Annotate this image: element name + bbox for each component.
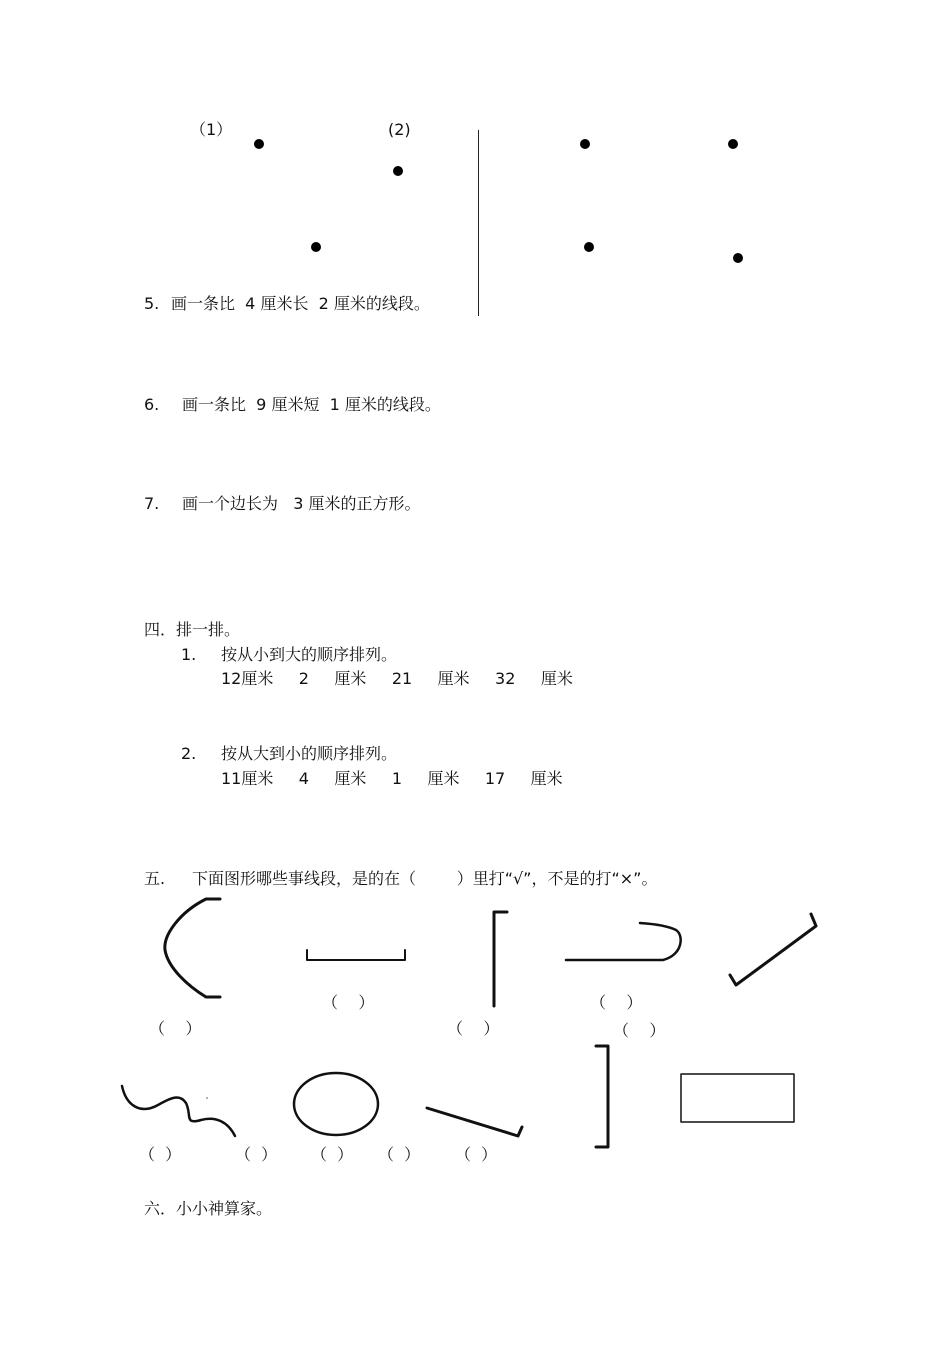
stray-mark [206, 1097, 208, 1099]
label-2: (2) [388, 120, 411, 139]
answer-bracket[interactable]: （ ） [235, 1145, 278, 1164]
q7-number: 7. [144, 494, 160, 513]
section-6-heading: 六．小小神算家。 [144, 1199, 273, 1218]
hook-shape [566, 923, 681, 960]
slanted-segment-shape [427, 1108, 522, 1136]
l-shape [494, 912, 507, 1006]
s4-q2-values: 11厘米 4 厘米 1 厘米 17 厘米 [221, 769, 563, 788]
q5-number: 5. [144, 294, 160, 313]
s4-q2-number: 2. [181, 744, 197, 763]
bracket-segment-shape [307, 950, 405, 960]
answer-bracket[interactable]: （ ） [149, 1019, 202, 1038]
s4-q2-text: 按从大到小的顺序排列。 [221, 744, 398, 763]
ellipse-shape [294, 1073, 378, 1135]
answer-bracket[interactable]: （ ） [311, 1145, 354, 1164]
arc-shape [165, 899, 220, 997]
answer-bracket[interactable]: （ ） [590, 993, 643, 1012]
section-4-heading: 四．排一排。 [144, 620, 241, 639]
angled-line-shape [730, 914, 816, 985]
q7-text: 画一个边长为 3 厘米的正方形。 [182, 494, 421, 513]
s4-q1-number: 1. [181, 645, 197, 664]
s4-q1-text: 按从小到大的顺序排列。 [221, 645, 398, 664]
label-1: （1） [190, 120, 233, 139]
answer-bracket[interactable]: （ ） [613, 1021, 666, 1040]
answer-bracket[interactable]: （ ） [139, 1145, 182, 1164]
section-5-number: 五. [144, 869, 166, 888]
q6-text: 画一条比 9 厘米短 1 厘米的线段。 [182, 395, 441, 414]
s4-q1-values: 12厘米 2 厘米 21 厘米 32 厘米 [221, 669, 573, 688]
q5-text: 画一条比 4 厘米长 2 厘米的线段。 [171, 294, 430, 313]
section-5-text: 下面图形哪些事线段，是的在（ ）里打“√”，不是的打“×”。 [192, 869, 658, 888]
rectangle-shape [681, 1074, 794, 1122]
answer-bracket[interactable]: （ ） [455, 1145, 498, 1164]
answer-bracket[interactable]: （ ） [447, 1019, 500, 1038]
answer-bracket[interactable]: （ ） [322, 993, 375, 1012]
q6-number: 6. [144, 395, 160, 414]
answer-bracket[interactable]: （ ） [378, 1145, 421, 1164]
wavy-curve-shape [122, 1086, 235, 1136]
large-bracket-shape [596, 1046, 608, 1147]
